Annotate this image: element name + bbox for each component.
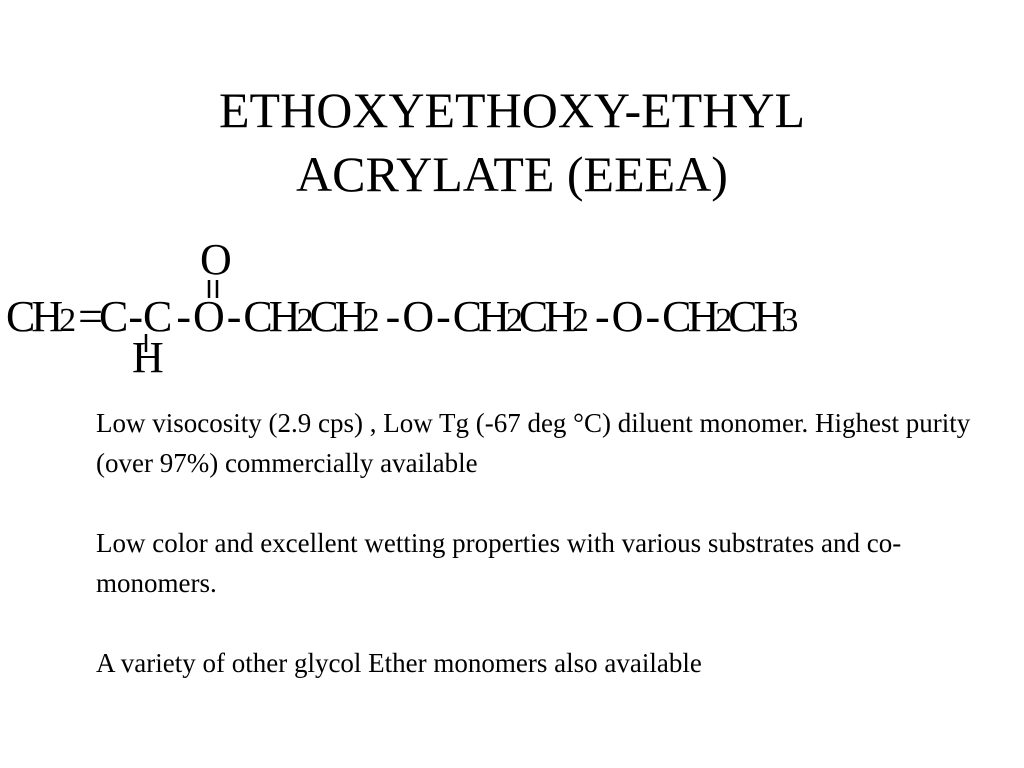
chain-sub: 2 <box>715 302 729 339</box>
carbonyl-oxygen: O <box>200 235 232 284</box>
chain-sub: 2 <box>59 302 73 339</box>
chain-ch2: CH <box>309 292 363 341</box>
chain-dash: - <box>595 292 606 341</box>
chain-ch2: CH <box>662 292 716 341</box>
chain-dash: - <box>645 292 657 341</box>
chain-dash: - <box>128 292 139 341</box>
chain-sub: 2 <box>362 302 376 339</box>
structural-formula <box>0 235 1024 382</box>
chain-sub: 2 <box>572 302 586 339</box>
chain-sub: 3 <box>781 302 795 339</box>
slide-title <box>0 78 1024 206</box>
formula-chain <box>6 292 797 341</box>
chain-dash: - <box>226 292 238 341</box>
alpha-hydrogen: H <box>132 333 164 382</box>
chain-ch3: CH <box>728 292 782 341</box>
paragraph-glycol-ether: A variety of other glycol Ether monomers also available <box>96 648 702 678</box>
chain-o: O <box>402 292 431 341</box>
chain-c1: C <box>98 292 125 341</box>
chain-ch2: CH <box>243 292 297 341</box>
chain-sub: 2 <box>505 302 519 339</box>
paragraph-wetting: Low color and excellent wetting properties with various substrates and co-monomers. <box>96 528 902 598</box>
chain-dash: - <box>436 292 447 341</box>
chain-sub: 2 <box>296 302 310 339</box>
chain-o: O <box>192 292 221 341</box>
chain-o: O <box>611 292 640 341</box>
slide-body <box>96 403 976 683</box>
chain-c2: C <box>142 292 169 341</box>
paragraph-viscosity: Low visocosity (2.9 cps) , Low Tg (-67 deg °C) diluent monomer. Highest purity (over 97%) commercially available <box>96 408 971 478</box>
formula-svg <box>0 235 1024 382</box>
title-line-1: ETHOXYETHOXY-ETHYL <box>219 82 805 138</box>
chain-dash: - <box>385 292 397 341</box>
chain-ch2: CH <box>6 292 60 341</box>
chain-ch2: CH <box>518 292 573 341</box>
chain-double-bond: = <box>78 292 99 341</box>
chain-ch2: CH <box>452 292 506 341</box>
title-line-2: ACRYLATE (EEEA) <box>296 146 728 202</box>
chain-dash: - <box>176 292 187 341</box>
